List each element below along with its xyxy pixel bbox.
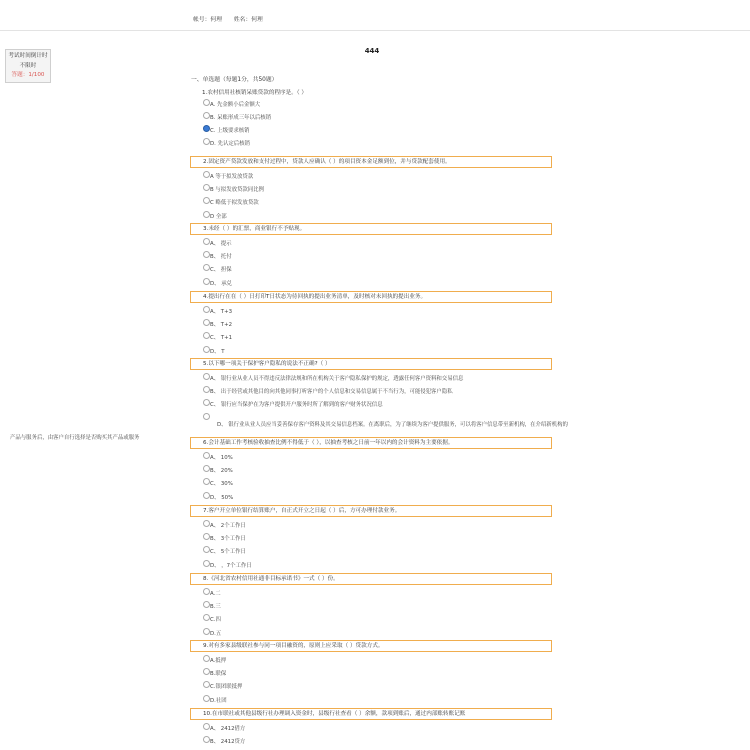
question-9 (190, 640, 552, 708)
option-c[interactable]: C、 30% (190, 478, 552, 491)
option-a[interactable]: A、 T+3 (190, 306, 552, 319)
question-text: 5.以下哪一项关于保护客户隐私的说法不正确?（ ） (190, 358, 552, 370)
question-text: 1.农村信用社核销呆账贷款的程序是。（ ） (202, 90, 308, 96)
radio-button[interactable] (203, 588, 210, 595)
radio-button[interactable] (203, 668, 210, 675)
option-b[interactable]: B.三 (190, 601, 552, 614)
radio-button[interactable] (203, 465, 210, 472)
section-title: 一、单选题（每题1分，共50题） (191, 77, 278, 83)
question-text: 6.会计基础工作考核验收抽查比例不得低于（ ），以抽查考核之日前一年以内的会计资料为主要依据。 (190, 437, 552, 449)
radio-button[interactable] (203, 171, 210, 178)
option-a[interactable]: A、 银行业从业人员不得违反法律法规和所在机构关于客户隐私保护的规定，透露任何客户资料和交易信息 (190, 373, 552, 386)
radio-button[interactable] (203, 628, 210, 635)
option-d[interactable]: D、 承兑 (190, 278, 552, 291)
radio-button[interactable] (203, 373, 210, 380)
account-label: 帐号：何理 (193, 17, 222, 23)
question-1 (190, 89, 552, 151)
radio-button[interactable] (203, 211, 210, 218)
radio-button[interactable] (203, 399, 210, 406)
radio-button[interactable] (203, 478, 210, 485)
radio-button[interactable] (203, 346, 210, 353)
radio-button[interactable] (203, 520, 210, 527)
option-a[interactable]: A、 2412借方 (190, 723, 552, 736)
option-b[interactable]: B、 托付 (190, 251, 552, 264)
question-text: 3.未经（ ）的汇票，商业银行不予贴现。 (190, 223, 552, 235)
question-text: 7.客户开立单位银行结算账户，自正式开立之日起（ ）后，方可办理付款业务。 (190, 505, 552, 517)
option-d[interactable]: D.社团 (190, 695, 552, 708)
timer-status: 不限时 (19, 62, 37, 69)
option-d[interactable]: D、 ，7个工作日 (190, 560, 552, 573)
radio-button[interactable] (203, 112, 210, 119)
radio-button[interactable] (203, 319, 210, 326)
radio-button[interactable] (203, 138, 210, 145)
radio-button[interactable] (203, 601, 210, 608)
option-a[interactable]: A 等于拟发放贷款 (190, 171, 552, 184)
radio-button[interactable] (203, 386, 210, 393)
question-text: 9.对有多家县级联社参与同一项目融资的，原则上应采取（ ）贷款方式。 (190, 640, 552, 652)
option-c[interactable]: C、 银行应当保护在为客户提供开户服务时所了解到的客户财务状况信息 (190, 399, 552, 412)
option-c[interactable]: C. 上级要求核销 (190, 125, 552, 138)
top-bar (0, 0, 750, 31)
question-4 (190, 291, 552, 359)
radio-button[interactable] (203, 251, 210, 258)
option-b[interactable]: B、 T+2 (190, 319, 552, 332)
radio-button[interactable] (203, 655, 210, 662)
radio-button[interactable] (203, 197, 210, 204)
question-text: 4.提出行在在（ ）日打印T日状态为待回执的提出业务清单，及时核对未回执的提出业务。 (190, 291, 552, 303)
option-a[interactable]: A.抵押 (190, 655, 552, 668)
option-a[interactable]: A、 2个工作日 (190, 520, 552, 533)
radio-button-selected[interactable] (203, 125, 210, 132)
option-b[interactable]: B. 呆账形成三年以后核销 (190, 112, 552, 125)
option-a[interactable]: A.二 (190, 588, 552, 601)
option-d[interactable]: D.五 (190, 628, 552, 641)
option-a[interactable]: A、 提示 (190, 238, 552, 251)
option-c[interactable]: C、 T+1 (190, 332, 552, 345)
radio-button[interactable] (203, 614, 210, 621)
radio-button[interactable] (203, 533, 210, 540)
timer-title: 考试时间倒计时 (8, 53, 48, 59)
option-d[interactable]: D. 先认定后核销 (190, 138, 552, 151)
radio-button[interactable] (203, 332, 210, 339)
option-b[interactable]: B、 3个工作日 (190, 533, 552, 546)
option-a[interactable]: A. 先金额小后金额大 (190, 99, 552, 112)
option-b[interactable]: B、 出于经营或其他目的向其他同事打听客户的个人信息和交易信息属于不当行为，可能侵犯客户隐私 (190, 386, 552, 399)
question-7 (190, 505, 552, 573)
user-info (193, 17, 273, 24)
paper-title: 444 (364, 47, 380, 55)
option-d[interactable]: D、 50% (190, 492, 552, 505)
radio-button[interactable] (203, 560, 210, 567)
option-c[interactable]: C、 5个工作日 (190, 546, 552, 559)
question-text: 2.固定资产贷款发放和支付过程中，贷款人应确认（ ）的项目资本金足额到位，并与贷款配套使用。 (190, 156, 552, 168)
radio-button[interactable] (203, 238, 210, 245)
option-c[interactable]: C.银团联抵押 (190, 681, 552, 694)
radio-button[interactable] (203, 736, 210, 743)
option-c[interactable]: C.四 (190, 614, 552, 627)
radio-button[interactable] (203, 492, 210, 499)
option-d[interactable]: D 全部 (190, 211, 552, 224)
radio-button[interactable] (203, 452, 210, 459)
question-text: 8.《河北省农村信用社通非目标承诺书》一式（ ）份。 (190, 573, 552, 585)
question-2 (190, 156, 552, 224)
option-a[interactable]: A、 10% (190, 452, 552, 465)
radio-button[interactable] (203, 278, 210, 285)
radio-button[interactable] (203, 681, 210, 688)
question-5: 5.以下哪一项关于保护客户隐私的说法不正确?（ ） A、 银行业从业人员不得违反法律法规和所在机构关于客户隐私保护的规定，透露任何客户资料和交易信息 B、 出于经营或其他目的向其他同事打听客户的个人信息和交易信息属于不当行为，可能侵犯客户隐私 C、 银行应当保护在为客户提供开户服务时所了解到的客户财务状况信息 D、 银行业从业人员应当妥善保存客户资料及其交易信息档案。在离职后，为了继续为客户提供服务，可以将客户信息带至新机构，在介绍新机构的产品与服务后，由客户自行选择是否购买其产品或服务 (190, 358, 552, 413)
option-b[interactable]: B 与拟发放贷款同比例 (190, 184, 552, 197)
radio-button[interactable] (203, 306, 210, 313)
question-3 (190, 223, 552, 291)
radio-button[interactable] (203, 184, 210, 191)
radio-button[interactable] (203, 695, 210, 702)
name-label: 姓名：何理 (233, 17, 263, 23)
question-6 (190, 437, 552, 505)
radio-button[interactable] (203, 99, 210, 106)
radio-button[interactable] (203, 723, 210, 730)
question-text: 10.在市联社或其他县级行社办理调入资金时，县级行社查看（ ）余额，款项到账后，通过内部账转账记账 (190, 708, 552, 720)
radio-button[interactable] (203, 546, 210, 553)
question-8 (190, 573, 552, 641)
option-d[interactable]: D、 T (190, 346, 552, 359)
radio-button[interactable] (203, 264, 210, 271)
option-b[interactable]: B.联保 (190, 668, 552, 681)
answered-count: 答题：1/100 (11, 72, 45, 79)
option-b[interactable]: B、 20% (190, 465, 552, 478)
question-10 (190, 708, 552, 749)
option-b[interactable]: B、 2412贷方 (190, 736, 552, 749)
option-c[interactable]: C 略低于拟发放贷款 (190, 197, 552, 210)
option-c[interactable]: C、 担保 (190, 264, 552, 277)
